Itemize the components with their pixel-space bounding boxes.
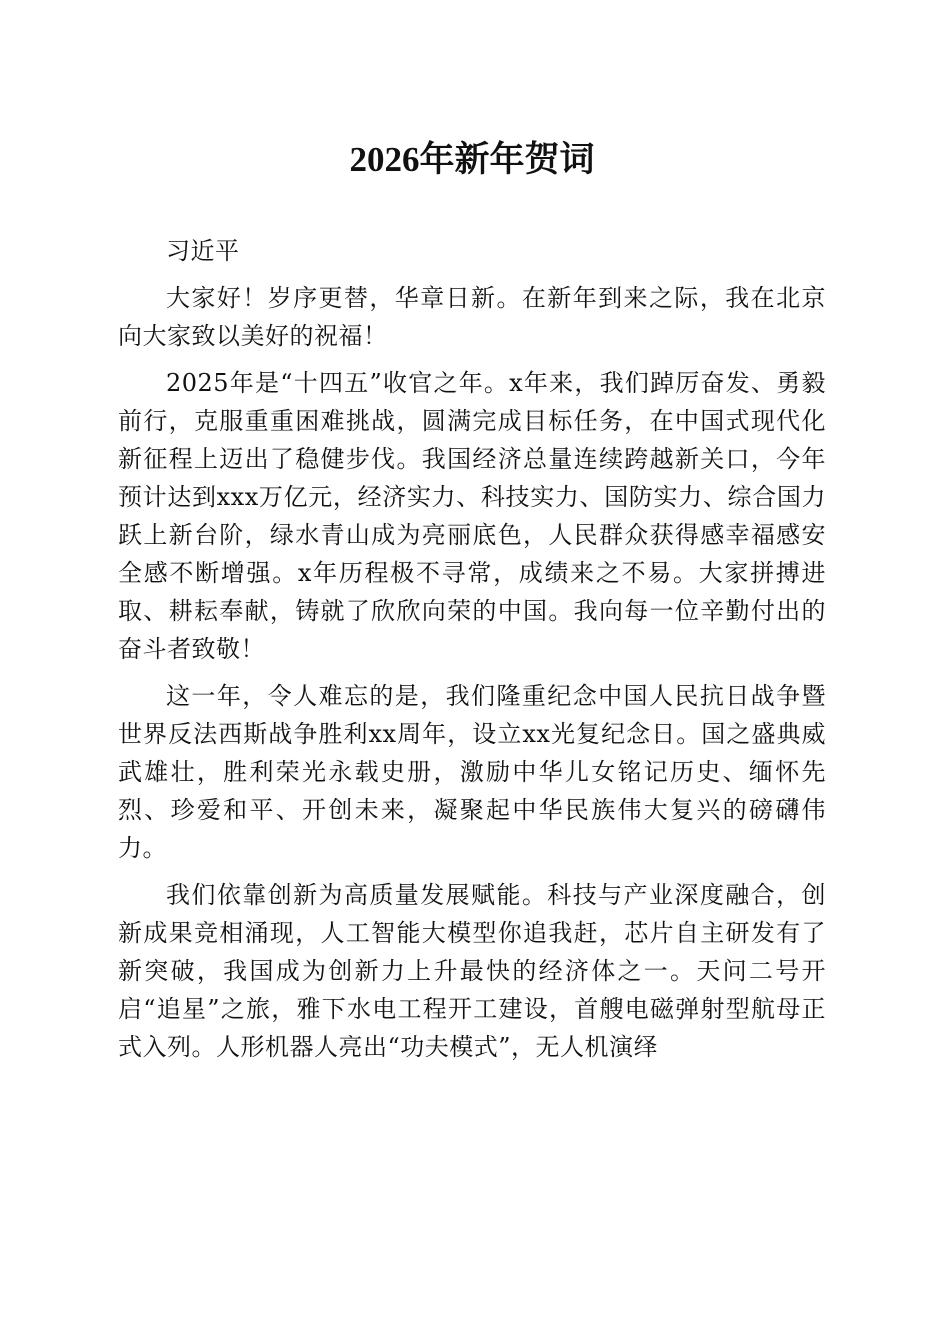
paragraph: 我们依靠创新为高质量发展赋能。科技与产业深度融合，创新成果竞相涌现，人工智能大模型你追我赶，芯片自主研发有了新突破，我国成为创新力上升最快的经济体之一。天问二号开启“追星”之旅，雅下水电工程开工建设，首艘电磁弹射型航母正式入列。人形机器人亮出“功夫模式”，无人机演绎 (118, 881, 826, 1061)
paragraph: 2025年是“十四五”收官之年。x年来，我们踔厉奋发、勇毅前行，克服重重困难挑战，圆满完成目标任务，在中国式现代化新征程上迈出了稳健步伐。我国经济总量连续跨越新关口，今年预计达到xxx万亿元，经济实力、科技实力、国防实力、综合国力跃上新台阶，绿水青山成为亮丽底色，人民群众获得感幸福感安全感不断增强。x年历程极不寻常，成绩来之不易。大家拼搏进取、耕耘奉献，铸就了欣欣向荣的中国。我向每一位辛勤付出的奋斗者致敬！ (118, 369, 826, 663)
document-page (118, 0, 826, 1344)
paragraph: 大家好！岁序更替，华章日新。在新年到来之际，我在北京向大家致以美好的祝福！ (118, 284, 826, 350)
document-body (118, 232, 826, 1066)
document-title: 2026年新年贺词 (349, 140, 595, 179)
author-line: 习近平 (166, 237, 240, 265)
paragraph: 这一年，令人难忘的是，我们隆重纪念中国人民抗日战争暨世界反法西斯战争胜利xx周年，设立xx光复纪念日。国之盛典威武雄壮，胜利荣光永载史册，激励中华儿女铭记历史、缅怀先烈、珍爱和平、开创未来，凝聚起中华民族伟大复兴的磅礴伟力。 (118, 682, 826, 862)
